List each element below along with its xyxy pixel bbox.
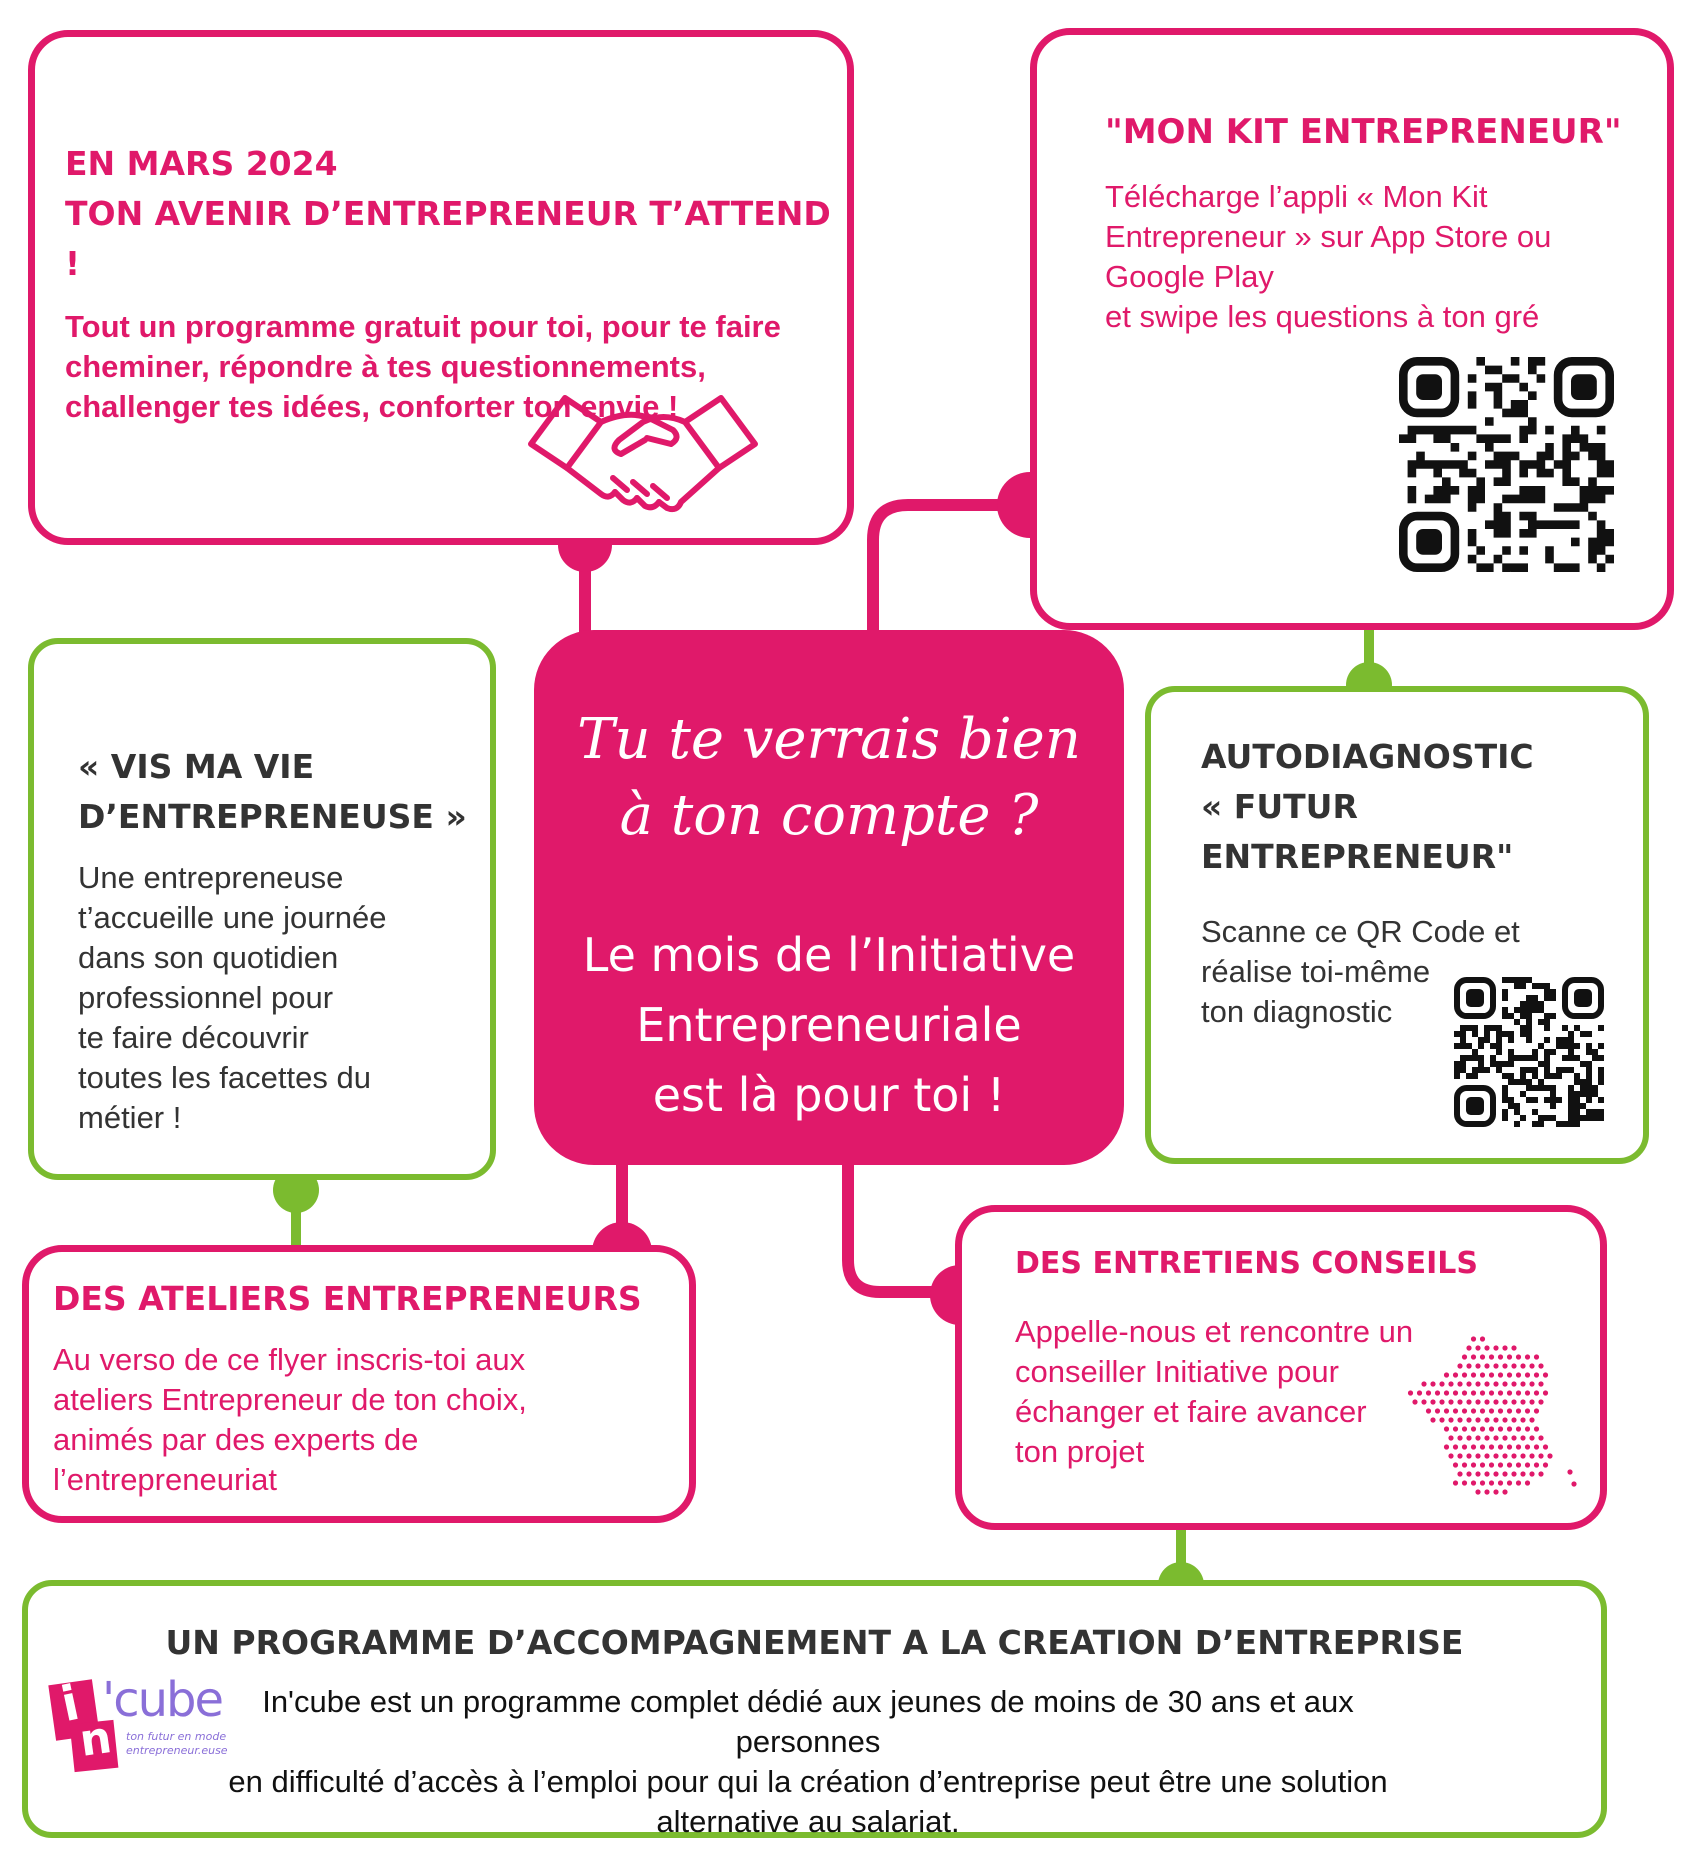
incube-logo-n: n — [76, 1712, 115, 1767]
programme-body-line: en difficulté d’accès à l’emploi pour qui la création d’entreprise peut être une solution — [228, 1764, 1388, 1799]
center-tagline-line2: à ton compte ? — [619, 783, 1039, 848]
mars-body-line: cheminer, répondre à tes questionnements, — [65, 349, 706, 384]
mars-title-line2: TON AVENIR D’ENTREPRENEUR T’ATTEND ! — [65, 194, 831, 283]
auto-body-line: ton diagnostic — [1201, 994, 1393, 1029]
mars-body-line: Tout un programme gratuit pour toi, pour te faire — [65, 309, 781, 344]
box-autodiagnostic — [1145, 686, 1649, 1164]
center-tagline-line1: Tu te verrais bien — [577, 707, 1081, 772]
vis-body-line: dans son quotidien — [78, 940, 339, 975]
entretiens-body-line: ton projet — [1015, 1434, 1145, 1469]
auto-title-line1: AUTODIAGNOSTIC — [1201, 737, 1534, 776]
kit-body-line: Entrepreneur » sur App Store ou — [1105, 219, 1552, 254]
ateliers-title: DES ATELIERS ENTREPRENEURS — [53, 1279, 642, 1318]
qr-code-icon[interactable] — [1454, 977, 1604, 1127]
handshake-icon — [523, 382, 763, 532]
entretiens-body-line: Appelle-nous et rencontre un — [1015, 1314, 1414, 1349]
vis-body-line: professionnel pour — [78, 980, 334, 1015]
box-mon-kit — [1030, 28, 1674, 630]
auto-body-line: réalise toi-même — [1201, 954, 1431, 989]
incube-logo-cube: 'cube — [102, 1672, 223, 1728]
kit-title: "MON KIT ENTREPRENEUR" — [1105, 112, 1622, 152]
entretiens-body-line: conseiller Initiative pour — [1015, 1354, 1339, 1389]
incube-logo-tagline-line2: entrepreneur.euse — [126, 1744, 228, 1757]
vis-body-line: t’accueille une journée — [78, 900, 387, 935]
france-map-icon — [1402, 1322, 1592, 1512]
center-main-line2: Entrepreneuriale — [636, 998, 1022, 1052]
kit-body-line: et swipe les questions à ton gré — [1105, 299, 1540, 334]
programme-title: UN PROGRAMME D’ACCOMPAGNEMENT A LA CREATION D’ENTREPRISE — [165, 1623, 1464, 1662]
vis-title-line1: « VIS MA VIE — [78, 747, 315, 786]
box-entretiens — [955, 1205, 1607, 1530]
box-ateliers — [22, 1245, 696, 1523]
connector-kit — [873, 505, 1015, 632]
vis-body-line: te faire découvrir — [78, 1020, 309, 1055]
entretiens-body-line: échanger et faire avancer — [1015, 1394, 1367, 1429]
box-mars-2024 — [28, 30, 854, 545]
mars-body-line: challenger tes idées, conforter ton envie ! — [65, 389, 679, 424]
qr-code-icon[interactable] — [1399, 357, 1614, 572]
auto-body-line: Scanne ce QR Code et — [1201, 914, 1520, 949]
auto-title-line3: ENTREPRENEUR" — [1201, 837, 1514, 876]
vis-body-line: métier ! — [78, 1100, 182, 1135]
ateliers-body-line: Au verso de ce flyer inscris-toi aux — [53, 1342, 526, 1377]
ateliers-body-line: l’entrepreneuriat — [53, 1462, 278, 1497]
programme-body-line: In'cube est un programme complet dédié aux jeunes de moins de 30 ans et aux personnes — [262, 1684, 1354, 1759]
entretiens-title: DES ENTRETIENS CONSEILS — [1015, 1246, 1478, 1281]
ateliers-body-line: animés par des experts de — [53, 1422, 419, 1457]
center-headline-box — [534, 630, 1124, 1165]
center-main-line1: Le mois de l’Initiative — [582, 928, 1076, 982]
box-programme — [22, 1580, 1607, 1838]
ateliers-body-line: ateliers Entrepreneur de ton choix, — [53, 1382, 527, 1417]
programme-body-line: alternative au salariat. — [656, 1804, 960, 1839]
box-vis-ma-vie — [28, 638, 496, 1180]
vis-body-line: toutes les facettes du — [78, 1060, 371, 1095]
mars-title-line1: EN MARS 2024 — [65, 144, 338, 183]
center-main-line3: est là pour toi ! — [652, 1068, 1006, 1122]
auto-title-line2: « FUTUR — [1201, 787, 1358, 826]
incube-logo-tagline-line1: ton futur en mode — [126, 1730, 227, 1743]
kit-body-line: Google Play — [1105, 259, 1274, 294]
vis-body-line: Une entrepreneuse — [78, 860, 344, 895]
incube-logo-i: i — [56, 1674, 85, 1734]
vis-title-line2: D’ENTREPRENEUSE » — [78, 797, 467, 836]
connector-entretiens — [848, 1165, 955, 1292]
kit-body-line: Télécharge l’appli « Mon Kit — [1105, 179, 1488, 214]
